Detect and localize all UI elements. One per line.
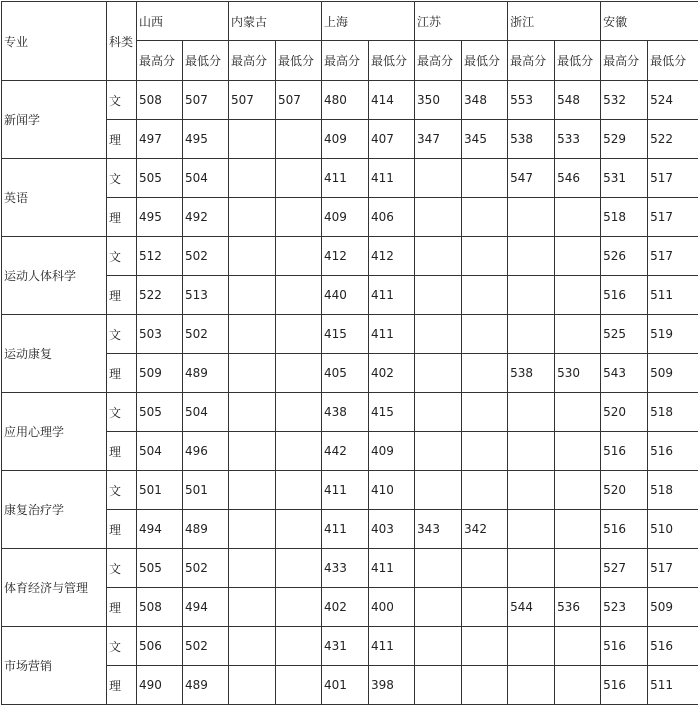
- major-name-cell: 体育经济与管理: [2, 549, 107, 627]
- min-score-cell: [555, 276, 601, 315]
- max-score-cell: 526: [601, 237, 648, 276]
- header-min-score: 最低分: [555, 41, 601, 81]
- max-score-cell: 509: [137, 354, 183, 393]
- min-score-cell: [555, 315, 601, 354]
- header-province-zhejiang: 浙江: [508, 2, 601, 41]
- min-score-cell: [555, 627, 601, 666]
- min-score-cell: 517: [648, 159, 698, 198]
- min-score-cell: 415: [369, 393, 415, 432]
- header-row-provinces: [2, 2, 698, 41]
- min-score-cell: [555, 432, 601, 471]
- min-score-cell: [555, 471, 601, 510]
- category-cell: 文: [107, 159, 137, 198]
- min-score-cell: [555, 666, 601, 705]
- max-score-cell: [229, 276, 276, 315]
- max-score-cell: [415, 471, 462, 510]
- min-score-cell: 507: [276, 81, 322, 120]
- min-score-cell: 492: [183, 198, 229, 237]
- min-score-cell: 518: [648, 393, 698, 432]
- max-score-cell: 518: [601, 198, 648, 237]
- max-score-cell: 532: [601, 81, 648, 120]
- min-score-cell: [276, 627, 322, 666]
- max-score-cell: [415, 627, 462, 666]
- min-score-cell: [555, 510, 601, 549]
- category-cell: 文: [107, 393, 137, 432]
- max-score-cell: 350: [415, 81, 462, 120]
- min-score-cell: [276, 315, 322, 354]
- min-score-cell: 496: [183, 432, 229, 471]
- max-score-cell: [229, 120, 276, 159]
- max-score-cell: 494: [137, 510, 183, 549]
- max-score-cell: [508, 315, 555, 354]
- min-score-cell: 509: [648, 588, 698, 627]
- min-score-cell: [462, 237, 508, 276]
- max-score-cell: 520: [601, 471, 648, 510]
- min-score-cell: 513: [183, 276, 229, 315]
- header-major: 专业: [2, 2, 107, 81]
- min-score-cell: 489: [183, 666, 229, 705]
- max-score-cell: 433: [322, 549, 369, 588]
- header-min-score: 最低分: [276, 41, 322, 81]
- max-score-cell: 544: [508, 588, 555, 627]
- min-score-cell: 517: [648, 198, 698, 237]
- max-score-cell: 503: [137, 315, 183, 354]
- max-score-cell: [508, 393, 555, 432]
- min-score-cell: [276, 666, 322, 705]
- max-score-cell: [229, 432, 276, 471]
- min-score-cell: 536: [555, 588, 601, 627]
- table-row: [2, 198, 698, 237]
- max-score-cell: 402: [322, 588, 369, 627]
- min-score-cell: 403: [369, 510, 415, 549]
- header-max-score: 最高分: [137, 41, 183, 81]
- min-score-cell: 516: [648, 627, 698, 666]
- max-score-cell: [415, 198, 462, 237]
- header-province-jiangsu: 江苏: [415, 2, 508, 41]
- min-score-cell: [462, 393, 508, 432]
- max-score-cell: [415, 588, 462, 627]
- table-row: [2, 81, 698, 120]
- max-score-cell: 495: [137, 198, 183, 237]
- min-score-cell: 504: [183, 159, 229, 198]
- category-cell: 文: [107, 315, 137, 354]
- category-cell: 理: [107, 354, 137, 393]
- min-score-cell: 507: [183, 81, 229, 120]
- min-score-cell: 548: [555, 81, 601, 120]
- min-score-cell: 489: [183, 354, 229, 393]
- category-cell: 文: [107, 627, 137, 666]
- category-cell: 理: [107, 588, 137, 627]
- table-row: [2, 471, 698, 510]
- max-score-cell: 415: [322, 315, 369, 354]
- major-name-cell: 英语: [2, 159, 107, 237]
- max-score-cell: 412: [322, 237, 369, 276]
- min-score-cell: 409: [369, 432, 415, 471]
- major-name-cell: 应用心理学: [2, 393, 107, 471]
- min-score-cell: 400: [369, 588, 415, 627]
- header-max-score: 最高分: [322, 41, 369, 81]
- min-score-cell: 502: [183, 549, 229, 588]
- min-score-cell: 530: [555, 354, 601, 393]
- min-score-cell: [276, 432, 322, 471]
- header-min-score: 最低分: [183, 41, 229, 81]
- min-score-cell: 509: [648, 354, 698, 393]
- max-score-cell: [415, 432, 462, 471]
- max-score-cell: [508, 549, 555, 588]
- max-score-cell: 547: [508, 159, 555, 198]
- min-score-cell: 411: [369, 549, 415, 588]
- max-score-cell: 516: [601, 666, 648, 705]
- min-score-cell: [555, 393, 601, 432]
- header-max-score: 最高分: [601, 41, 648, 81]
- max-score-cell: [415, 276, 462, 315]
- min-score-cell: 511: [648, 666, 698, 705]
- major-name-cell: 运动康复: [2, 315, 107, 393]
- table-row: [2, 354, 698, 393]
- min-score-cell: 411: [369, 276, 415, 315]
- max-score-cell: [415, 354, 462, 393]
- max-score-cell: 411: [322, 471, 369, 510]
- header-province-shanghai: 上海: [322, 2, 415, 41]
- max-score-cell: 512: [137, 237, 183, 276]
- min-score-cell: 411: [369, 315, 415, 354]
- category-cell: 理: [107, 432, 137, 471]
- max-score-cell: [229, 237, 276, 276]
- max-score-cell: [229, 471, 276, 510]
- max-score-cell: [229, 393, 276, 432]
- max-score-cell: [415, 666, 462, 705]
- min-score-cell: 412: [369, 237, 415, 276]
- max-score-cell: [508, 237, 555, 276]
- min-score-cell: 519: [648, 315, 698, 354]
- min-score-cell: 495: [183, 120, 229, 159]
- max-score-cell: 438: [322, 393, 369, 432]
- min-score-cell: 489: [183, 510, 229, 549]
- max-score-cell: 490: [137, 666, 183, 705]
- min-score-cell: [462, 627, 508, 666]
- max-score-cell: 522: [137, 276, 183, 315]
- min-score-cell: 342: [462, 510, 508, 549]
- max-score-cell: 527: [601, 549, 648, 588]
- max-score-cell: [229, 549, 276, 588]
- max-score-cell: [415, 237, 462, 276]
- category-cell: 理: [107, 510, 137, 549]
- min-score-cell: [462, 315, 508, 354]
- max-score-cell: 508: [137, 588, 183, 627]
- table-row: [2, 276, 698, 315]
- min-score-cell: 411: [369, 627, 415, 666]
- min-score-cell: 348: [462, 81, 508, 120]
- table-row: [2, 666, 698, 705]
- min-score-cell: 502: [183, 237, 229, 276]
- table-row: [2, 510, 698, 549]
- min-score-cell: [276, 120, 322, 159]
- header-max-score: 最高分: [508, 41, 555, 81]
- max-score-cell: [229, 315, 276, 354]
- min-score-cell: 414: [369, 81, 415, 120]
- max-score-cell: 531: [601, 159, 648, 198]
- min-score-cell: [462, 276, 508, 315]
- max-score-cell: 543: [601, 354, 648, 393]
- category-cell: 文: [107, 81, 137, 120]
- min-score-cell: [276, 549, 322, 588]
- max-score-cell: 516: [601, 276, 648, 315]
- min-score-cell: 517: [648, 549, 698, 588]
- header-category: 科类: [107, 2, 137, 81]
- max-score-cell: 507: [229, 81, 276, 120]
- min-score-cell: [462, 471, 508, 510]
- max-score-cell: 497: [137, 120, 183, 159]
- major-name-cell: 运动人体科学: [2, 237, 107, 315]
- min-score-cell: [276, 354, 322, 393]
- max-score-cell: [508, 198, 555, 237]
- max-score-cell: 553: [508, 81, 555, 120]
- max-score-cell: 516: [601, 510, 648, 549]
- admission-scores-table: [1, 1, 698, 705]
- min-score-cell: 546: [555, 159, 601, 198]
- min-score-cell: [276, 588, 322, 627]
- category-cell: 文: [107, 237, 137, 276]
- min-score-cell: [462, 432, 508, 471]
- max-score-cell: 505: [137, 549, 183, 588]
- max-score-cell: 480: [322, 81, 369, 120]
- max-score-cell: 343: [415, 510, 462, 549]
- min-score-cell: [276, 471, 322, 510]
- max-score-cell: 516: [601, 627, 648, 666]
- min-score-cell: [462, 198, 508, 237]
- max-score-cell: 409: [322, 198, 369, 237]
- major-name-cell: 市场营销: [2, 627, 107, 705]
- min-score-cell: 398: [369, 666, 415, 705]
- max-score-cell: 501: [137, 471, 183, 510]
- max-score-cell: 401: [322, 666, 369, 705]
- max-score-cell: 525: [601, 315, 648, 354]
- min-score-cell: 510: [648, 510, 698, 549]
- min-score-cell: 524: [648, 81, 698, 120]
- header-min-score: 最低分: [648, 41, 698, 81]
- min-score-cell: 501: [183, 471, 229, 510]
- max-score-cell: [229, 588, 276, 627]
- max-score-cell: 411: [322, 510, 369, 549]
- category-cell: 理: [107, 120, 137, 159]
- max-score-cell: [229, 666, 276, 705]
- min-score-cell: 407: [369, 120, 415, 159]
- header-max-score: 最高分: [229, 41, 276, 81]
- header-province-neimenggu: 内蒙古: [229, 2, 322, 41]
- max-score-cell: [415, 549, 462, 588]
- max-score-cell: 347: [415, 120, 462, 159]
- min-score-cell: 402: [369, 354, 415, 393]
- min-score-cell: [276, 237, 322, 276]
- min-score-cell: [276, 510, 322, 549]
- min-score-cell: [462, 588, 508, 627]
- min-score-cell: [276, 159, 322, 198]
- category-cell: 文: [107, 471, 137, 510]
- max-score-cell: [229, 627, 276, 666]
- table-row: [2, 159, 698, 198]
- min-score-cell: 502: [183, 315, 229, 354]
- category-cell: 理: [107, 666, 137, 705]
- max-score-cell: 538: [508, 120, 555, 159]
- max-score-cell: 411: [322, 159, 369, 198]
- max-score-cell: [229, 354, 276, 393]
- max-score-cell: 505: [137, 393, 183, 432]
- max-score-cell: 508: [137, 81, 183, 120]
- min-score-cell: 518: [648, 471, 698, 510]
- max-score-cell: 405: [322, 354, 369, 393]
- category-cell: 理: [107, 276, 137, 315]
- max-score-cell: 505: [137, 159, 183, 198]
- min-score-cell: 345: [462, 120, 508, 159]
- max-score-cell: 442: [322, 432, 369, 471]
- table-row: [2, 549, 698, 588]
- min-score-cell: 502: [183, 627, 229, 666]
- table-row: [2, 315, 698, 354]
- max-score-cell: [229, 198, 276, 237]
- max-score-cell: 523: [601, 588, 648, 627]
- max-score-cell: [415, 315, 462, 354]
- category-cell: 理: [107, 198, 137, 237]
- table-row: [2, 393, 698, 432]
- max-score-cell: 504: [137, 432, 183, 471]
- min-score-cell: 410: [369, 471, 415, 510]
- min-score-cell: [462, 159, 508, 198]
- min-score-cell: [462, 549, 508, 588]
- min-score-cell: 406: [369, 198, 415, 237]
- min-score-cell: [555, 198, 601, 237]
- table-row: [2, 588, 698, 627]
- major-name-cell: 康复治疗学: [2, 471, 107, 549]
- table-row: [2, 237, 698, 276]
- min-score-cell: 511: [648, 276, 698, 315]
- max-score-cell: [415, 393, 462, 432]
- max-score-cell: [508, 510, 555, 549]
- max-score-cell: [508, 276, 555, 315]
- min-score-cell: [555, 549, 601, 588]
- min-score-cell: [276, 276, 322, 315]
- min-score-cell: 494: [183, 588, 229, 627]
- table-row: [2, 432, 698, 471]
- header-province-anhui: 安徽: [601, 2, 698, 41]
- header-province-shanxi: 山西: [137, 2, 229, 41]
- min-score-cell: 516: [648, 432, 698, 471]
- max-score-cell: 409: [322, 120, 369, 159]
- major-name-cell: 新闻学: [2, 81, 107, 159]
- header-min-score: 最低分: [369, 41, 415, 81]
- max-score-cell: 440: [322, 276, 369, 315]
- min-score-cell: 533: [555, 120, 601, 159]
- max-score-cell: [508, 627, 555, 666]
- max-score-cell: [508, 432, 555, 471]
- header-min-score: 最低分: [462, 41, 508, 81]
- min-score-cell: [276, 393, 322, 432]
- min-score-cell: 517: [648, 237, 698, 276]
- max-score-cell: [229, 159, 276, 198]
- max-score-cell: 506: [137, 627, 183, 666]
- min-score-cell: 411: [369, 159, 415, 198]
- max-score-cell: 431: [322, 627, 369, 666]
- min-score-cell: [462, 666, 508, 705]
- max-score-cell: [415, 159, 462, 198]
- min-score-cell: [276, 198, 322, 237]
- max-score-cell: 516: [601, 432, 648, 471]
- min-score-cell: [555, 237, 601, 276]
- max-score-cell: [508, 471, 555, 510]
- min-score-cell: 504: [183, 393, 229, 432]
- table-row: [2, 120, 698, 159]
- max-score-cell: 538: [508, 354, 555, 393]
- min-score-cell: [462, 354, 508, 393]
- max-score-cell: [508, 666, 555, 705]
- category-cell: 文: [107, 549, 137, 588]
- min-score-cell: 522: [648, 120, 698, 159]
- max-score-cell: [229, 510, 276, 549]
- header-max-score: 最高分: [415, 41, 462, 81]
- max-score-cell: 529: [601, 120, 648, 159]
- table-row: [2, 627, 698, 666]
- max-score-cell: 520: [601, 393, 648, 432]
